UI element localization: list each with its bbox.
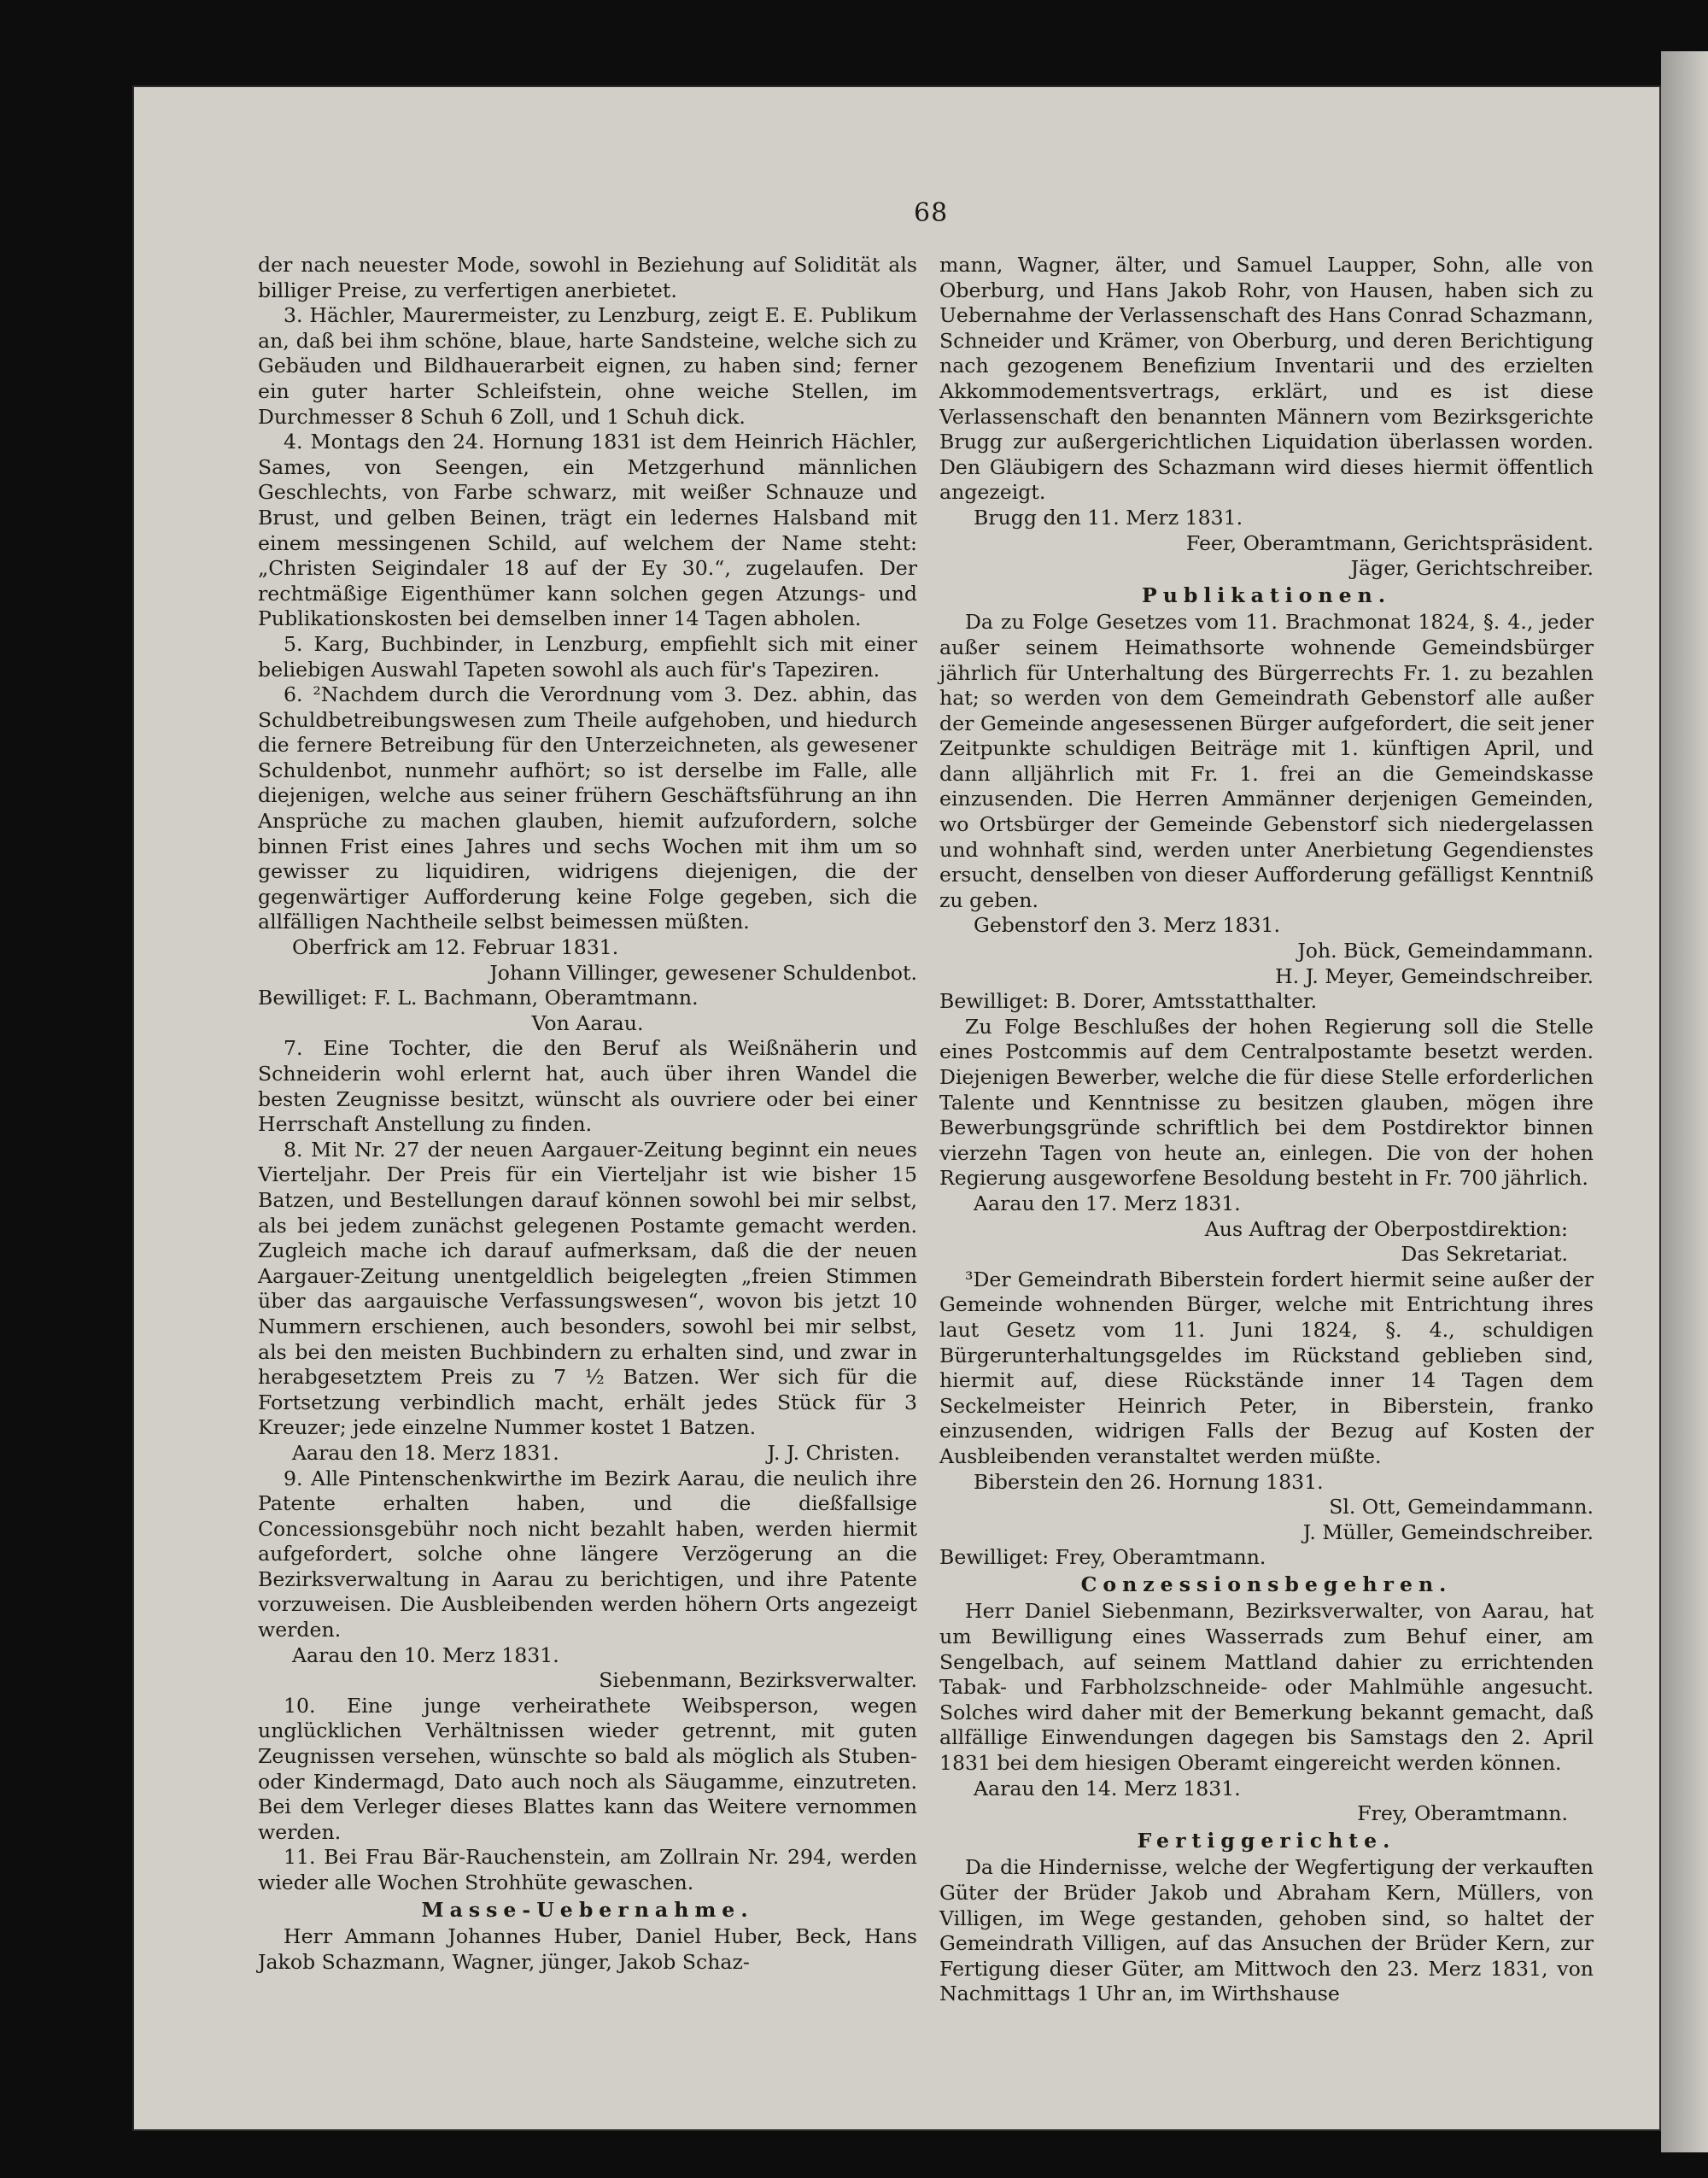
paragraph: mann, Wagner, älter, und Samuel Laupper, Sohn, alle von Oberburg, und Hans Jakob Rohr, von Hausen, haben sich zu Uebernahme der Verlassenschaft des Hans Conrad Schazmann, Schneider und Krämer, von Oberburg, und deren Berichtigung nach gezogenem Benefizium Inventarii und des erzielten Akkommodementsvertrags, erklärt, und es ist diese Verlassenschaft den benannten Männern vom Bezirksgerichte Brugg zur außergerichtlichen Liquidation überlassen worden. Den Gläubigern des Schazmann wird dieses hiermit öffentlich angezeigt. <box>939 253 1594 505</box>
paragraph: 9. Alle Pintenschenkwirthe im Bezirk Aarau, die neulich ihre Patente erhalten haben, und die dießfallsige Concessionsgebühr noch nicht bezahlt haben, werden hiermit aufgefordert, solche ohne längere Verzögerung an die Bezirksverwaltung in Aarau zu berichtigen, und ihre Patente vorzuweisen. Die Ausbleibenden werden höhern Orts angezeigt werden. <box>258 1466 917 1642</box>
paragraph: Bewilliget: Frey, Oberamtmann. <box>939 1545 1266 1570</box>
date-line: Aarau den 18. Merz 1831. <box>292 1440 559 1465</box>
section-heading: Fertiggerichte. <box>1137 1828 1396 1853</box>
paragraph: 7. Eine Tochter, die den Beruf als Weißnäherin und Schneiderin wohl erlernt hat, auch über ihren Wandel die besten Zeugnisse besitzt, wünscht als ouvriere oder bei einer Herrschaft Anstellung zu finden. <box>258 1036 917 1137</box>
date-line: Biberstein den 26. Hornung 1831. <box>974 1469 1324 1494</box>
date-line: Oberfrick am 12. Februar 1831. <box>292 935 619 960</box>
date-line: Aarau den 10. Merz 1831. <box>292 1642 559 1667</box>
signature-line: Das Sekretariat. <box>1401 1242 1568 1267</box>
signature-line: Sl. Ott, Gemeindammann. <box>1329 1495 1594 1519</box>
section-heading: Publikationen. <box>1141 583 1392 607</box>
subheading: Von Aarau. <box>531 1010 644 1035</box>
paragraph: Herr Daniel Siebenmann, Bezirksverwalter, von Aarau, hat um Bewilligung eines Wasserrads zum Behuf einer, am Sengelbach, auf seinem Mattland dahier zu errichtenden Tabak- und Farbholzschneide- oder Mahlmühle angesucht. Solches wird daher mit der Bemerkung bekannt gemacht, daß allfällige Einwendungen dagegen bis Samstags den 2. April 1831 bei dem hiesigen Oberamt eingereicht werden können. <box>939 1599 1594 1776</box>
paragraph: Bewilliget: F. L. Bachmann, Oberamtmann. <box>258 986 699 1010</box>
signature-line: Feer, Oberamtmann, Gerichtspräsident. <box>1185 530 1594 555</box>
signature-line: Jäger, Gerichtschreiber. <box>1350 556 1594 581</box>
signature-line: Johann Villinger, gewesener Schuldenbot. <box>489 960 917 985</box>
date-line: Gebenstorf den 3. Merz 1831. <box>974 913 1281 938</box>
paragraph: 5. Karg, Buchbinder, in Lenzburg, empfiehlt sich mit einer beliebigen Auswahl Tapeten sowohl als auch für's Tapeziren. <box>258 631 917 682</box>
paragraph: Herr Ammann Johannes Huber, Daniel Huber, Beck, Hans Jakob Schazmann, Wagner, jünger, Jakob Schaz- <box>258 1924 917 1974</box>
paragraph: der nach neuester Mode, sowohl in Beziehung auf Solidität als billiger Preise, zu verfertigen anerbietet. <box>258 253 917 302</box>
signature-line: J. Müller, Gemeindschreiber. <box>1302 1519 1594 1544</box>
paragraph: 8. Mit Nr. 27 der neuen Aargauer-Zeitung beginnt ein neues Vierteljahr. Der Preis für ein Vierteljahr ist wie bisher 15 Batzen, und Bestellungen darauf können sowohl bei mir selbst, als bei jedem zunächst gelegenen Postamte gemacht werden. Zugleich mache ich darauf aufmerksam, daß die der neuen Aargauer-Zeitung unentgeldlich beigelegten „freien Stimmen über das aargauische Verfassungswesen“, wovon bis jetzt 10 Nummern erschienen, auch besonders, sowohl bei mir selbst, als bei den meisten Buchbindern zu erhalten sind, und zwar in herabgesetztem Preis zu 7 ½ Batzen. Wer sich für die Fortsetzung verbindlich macht, erhält jedes Stück für 3 Kreuzer; jede einzelne Nummer kostet 1 Batzen. <box>258 1137 917 1440</box>
paragraph: Da die Hindernisse, welche der Wegfertigung der verkauften Güter der Brüder Jakob und Abraham Kern, Müllers, von Villigen, im Wege gestanden, gehoben sind, so haltet der Gemeindrath Villigen, auf das Ansuchen der Brüder Kern, zur Fertigung dieser Güter, am Mittwoch den 23. Merz 1831, von Nachmittags 1 Uhr an, im Wirthshause <box>939 1855 1594 2006</box>
signature-line: Aus Auftrag der Oberpostdirektion: <box>1204 1216 1568 1241</box>
signature-line: J. J. Christen. <box>767 1440 900 1465</box>
signature-line: H. J. Meyer, Gemeindschreiber. <box>1275 963 1594 988</box>
right-column <box>939 253 1594 2007</box>
paragraph: 11. Bei Frau Bär-Rauchenstein, am Zollrain Nr. 294, werden wieder alle Wochen Strohhüte gewaschen. <box>258 1845 917 1894</box>
paragraph: Da zu Folge Gesetzes vom 11. Brachmonat 1824, §. 4., jeder außer seinem Heimathsorte wohnende Gemeindsbürger jährlich für Unterhaltung des Bürgerrechts Fr. 1. zu bezahlen hat; so werden von dem Gemeindrath Gebenstorf alle außer der Gemeinde angesessenen Bürger aufgefordert, die seit jener Zeitpunkte schuldigen Beiträge mit 1. künftigen April, und dann alljährlich mit Fr. 1. frei an die Gemeindskasse einzusenden. Die Herren Ammänner derjenigen Gemeinden, wo Ortsbürger der Gemeinde Gebenstorf sich niedergelassen und wohnhaft sind, werden unter Anerbietung Gegendienstes ersucht, denselben von dieser Aufforderung gefälligst Kenntniß zu geben. <box>939 610 1594 912</box>
page-number: 68 <box>914 198 949 228</box>
date-line: Brugg den 11. Merz 1831. <box>974 505 1243 530</box>
paragraph: 10. Eine junge verheirathete Weibsperson, wegen unglücklichen Verhältnissen wieder getrennt, mit guten Zeugnissen versehen, wünschte so bald als möglich als Stuben- oder Kindermagd, Dato auch noch als Säugamme, einzutreten. Bei dem Verleger dieses Blattes kann das Weitere vernommen werden. <box>258 1693 917 1844</box>
date-and-signature-line <box>258 1441 917 1467</box>
paragraph: 4. Montags den 24. Hornung 1831 ist dem Heinrich Hächler, Sames, von Seengen, ein Metzgerhund männlichen Geschlechts, von Farbe schwarz, mit weißer Schnauze und Brust, und gelben Beinen, trägt ein ledernes Halsband mit einem messingenen Schild, auf welchem der Name steht: „Christen Seigindaler 18 auf der Ey 30.“, zugelaufen. Der rechtmäßige Eigenthümer kann solchen gegen Atzungs- und Publikationskosten bei demselben inner 14 Tagen abholen. <box>258 430 917 631</box>
paragraph: 3. Hächler, Maurermeister, zu Lenzburg, zeigt E. E. Publikum an, daß bei ihm schöne, blaue, harte Sandsteine, welche sich zu Gebäuden und Bildhauerarbeit eignen, zu haben sind; ferner ein guter harter Schleifstein, ohne weiche Stellen, im Durchmesser 8 Schuh 6 Zoll, und 1 Schuh dick. <box>258 303 917 429</box>
date-line: Aarau den 17. Merz 1831. <box>974 1191 1241 1215</box>
date-line: Aarau den 14. Merz 1831. <box>974 1776 1241 1800</box>
paragraph: Zu Folge Beschlußes der hohen Regierung soll die Stelle eines Postcommis auf dem Centralpostamte besetzt werden. Diejenigen Bewerber, welche die für diese Stelle erforderlichen Talente und Kenntnisse zu besitzen glauben, mögen ihre Bewerbungsgründe schriftlich bei dem Postdirektor binnen vierzehn Tagen von heute an, einlegen. Die von der hohen Regierung ausgeworfene Besoldung besteht in Fr. 700 jährlich. <box>939 1014 1594 1191</box>
paragraph: Bewilliget: B. Dorer, Amtsstatthalter. <box>939 989 1318 1014</box>
section-heading: Masse-Uebernahme. <box>421 1897 754 1922</box>
left-column <box>258 253 917 1975</box>
adjacent-page-edge <box>1661 51 1708 2152</box>
signature-line: Frey, Oberamtmann. <box>1357 1801 1568 1826</box>
paragraph: 6. ²Nachdem durch die Verordnung vom 3. Dez. abhin, das Schuldbetreibungswesen zum Theile aufgehoben, und hiedurch die fernere Betreibung für den Unterzeichneten, als gewesener Schuldenbot, nunmehr aufhört; so ist derselbe im Falle, alle diejenigen, welche aus seiner frühern Geschäftsführung an ihn Ansprüche zu machen glauben, hiemit aufzufordern, solche binnen Frist eines Jahres und sechs Wochen mit ihm um so gewisser zu liquidiren, widrigens diejenigen, die der gegenwärtiger Aufforderung keine Folge gegeben, sich die allfälligen Nachtheile selbst beimessen müßten. <box>258 682 917 934</box>
section-heading: Conzessionsbegehren. <box>1080 1572 1453 1596</box>
paragraph: ³Der Gemeindrath Biberstein fordert hiermit seine außer der Gemeinde wohnenden Bürger, welche mit Entrichtung ihres laut Gesetz vom 11. Juni 1824, §. 4., schuldigen Bürgerunterhaltungsgeldes im Rückstand geblieben sind, hiermit auf, diese Rückstände inner 14 Tagen dem Seckelmeister Heinrich Peter, in Biberstein, franko einzusenden, widrigen Falls der Bezug auf Kosten der Ausbleibenden veranstaltet werden müßte. <box>939 1267 1594 1468</box>
signature-line: Siebenmann, Bezirksverwalter. <box>599 1668 917 1693</box>
signature-line: Joh. Bück, Gemeindammann. <box>1297 939 1594 963</box>
